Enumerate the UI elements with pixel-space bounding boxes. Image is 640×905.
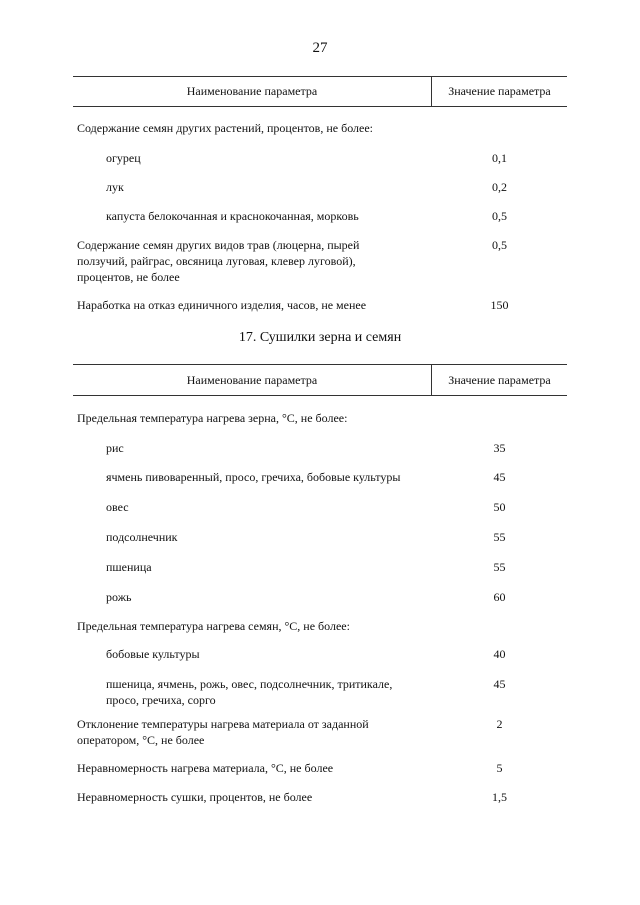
table2-row-name: Предельная температура нагрева зерна, °С, не более: <box>77 411 348 425</box>
table2-row-value: 55 <box>493 560 506 574</box>
table2-row-name: рожь <box>106 590 132 604</box>
section-title: 17. Сушилки зерна и семян <box>238 330 402 345</box>
table1-row-value: 150 <box>490 298 509 312</box>
table2-row-name-line2: просо, гречиха, сорго <box>106 693 216 707</box>
table1-row-name: огурец <box>106 151 141 165</box>
table2-row-name: Неравномерность сушки, процентов, не более <box>77 790 313 804</box>
table1-row-value: 0,5 <box>492 238 507 252</box>
table2-row-name: пшеница <box>106 560 152 574</box>
table2-row-value: 1,5 <box>492 790 507 804</box>
table2-row-value: 55 <box>493 530 506 544</box>
table2-row-name-line2: оператором, °С, не более <box>77 733 205 747</box>
table2-row-name: пшеница, ячмень, рожь, овес, подсолнечник, тритикале, <box>106 677 393 691</box>
table1-row-name: капуста белокочанная и краснокочанная, морковь <box>106 209 359 223</box>
table2-row-name: бобовые культуры <box>106 647 200 661</box>
table2-row-value: 60 <box>493 590 506 604</box>
table1-row-name: Содержание семян других растений, процентов, не более: <box>77 121 374 135</box>
table2-row-name: рис <box>106 441 124 455</box>
table2-row-name: ячмень пивоваренный, просо, гречиха, бобовые культуры <box>106 470 401 484</box>
table1-row-value: 0,2 <box>492 180 507 194</box>
table2-row-name: подсолнечник <box>106 530 178 544</box>
table2-row-name: Предельная температура нагрева семян, °С, не более: <box>77 619 350 633</box>
table1-header-param-name: Наименование параметра <box>186 84 318 98</box>
table1-row-name-line3: процентов, не более <box>77 270 180 284</box>
table2-row-value: 35 <box>493 441 506 455</box>
table1-header-top-border <box>73 76 567 77</box>
table1-row-name-line2: ползучий, райграс, овсяница луговая, клевер луговой), <box>77 254 356 268</box>
table1-row-value: 0,5 <box>492 209 507 223</box>
table2-row-name: Неравномерность нагрева материала, °С, не более <box>77 761 334 775</box>
table2-row-value: 2 <box>496 717 503 731</box>
table2-row-name: Отклонение температуры нагрева материала от заданной <box>77 717 369 731</box>
table2-header-bottom-border <box>73 395 567 396</box>
table2-header-param-value: Значение параметра <box>448 373 551 387</box>
table2-row-value: 45 <box>493 677 506 691</box>
table2-row-value: 5 <box>496 761 503 775</box>
table1-row-name: Содержание семян других видов трав (люцерна, пырей <box>77 238 360 252</box>
table1-row-value: 0,1 <box>492 151 507 165</box>
table1-row-name: лук <box>106 180 124 194</box>
table2-row-value: 45 <box>493 470 506 484</box>
table2-row-value: 40 <box>493 647 506 661</box>
table2-row-name: овес <box>106 500 129 514</box>
table2-header-top-border <box>73 364 567 365</box>
table1-header-param-value: Значение параметра <box>448 84 551 98</box>
table1-row-name: Наработка на отказ единичного изделия, часов, не менее <box>77 298 367 312</box>
table2-row-value: 50 <box>493 500 506 514</box>
table1-header-bottom-border <box>73 106 567 107</box>
page-number: 27 <box>312 40 328 56</box>
table2-header-param-name: Наименование параметра <box>186 373 318 387</box>
